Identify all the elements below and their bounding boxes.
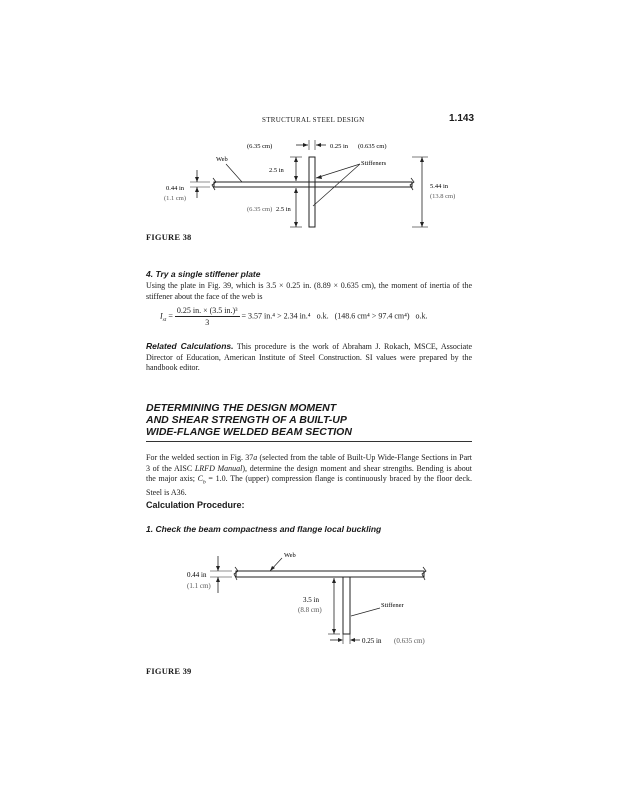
section-para-fig-letter: a — [253, 453, 258, 462]
section-para-part-1: For the welded section in Fig. 37 — [146, 453, 254, 462]
related-calculations — [146, 341, 472, 374]
fig39-web-plate — [236, 571, 424, 577]
fig38-label-lower-dim-cm: (6.35 cm) — [247, 206, 273, 213]
fig39-label-thickness-cm: (0.635 cm) — [394, 637, 425, 645]
figure-39-caption: FIGURE 39 — [146, 666, 192, 676]
eq-equals: = — [168, 311, 173, 321]
related-calculations-text: This procedure is the work of Abraham J. Rokach, MSCE, Associate Director of Education, American Institute of Steel Construction. SI values were prepared by the handbook editor. — [146, 342, 472, 372]
fig38-label-upper-height: 2.5 in — [269, 167, 284, 174]
eq-denominator: 3 — [205, 318, 210, 327]
fig38-label-thickness: 0.25 in — [330, 143, 349, 150]
section-title-line-2: AND SHEAR STRENGTH OF A BUILT-UP — [146, 414, 347, 426]
calculation-procedure-heading: Calculation Procedure: — [146, 500, 245, 510]
running-head: STRUCTURAL STEEL DESIGN — [262, 116, 365, 124]
section-para-cb-sub: b — [202, 479, 206, 486]
fig38-label-stiffeners: Stiffeners — [361, 160, 387, 167]
page-number: 1.143 — [449, 113, 475, 124]
figure-38-caption: FIGURE 38 — [146, 232, 192, 242]
step-4-heading: 4. Try a single stiffener plate — [146, 269, 261, 279]
step-4-paragraph: Using the plate in Fig. 39, which is 3.5 × 0.25 in. (8.89 × 0.635 cm), the moment of inertia of the stiffener about the face of the web is — [146, 281, 472, 301]
fig38-label-web: Web — [216, 156, 228, 163]
eq-numerator: 0.25 in. × (3.5 in.)³ — [176, 306, 238, 315]
section-paragraph — [146, 453, 472, 499]
figure-39-drawing — [170, 548, 470, 648]
fig38-label-lower-height: 2.5 in — [276, 206, 291, 213]
related-calculations-label: Related Calculations. — [146, 341, 234, 351]
fig39-label-depth-cm: (8.8 cm) — [298, 606, 322, 614]
fig39-label-web: Web — [284, 552, 296, 559]
figure-38 — [150, 128, 490, 236]
fig38-break-left — [212, 178, 216, 190]
section-para-part-3: ), determine the design moment and shear strengths. Bending is about the major axis; — [146, 463, 472, 483]
fig39-label-left-thickness: 0.44 in — [187, 571, 207, 579]
fig38-label-left-thickness-cm: (1.1 cm) — [164, 195, 187, 202]
section-para-manual: LRFD Manual — [194, 463, 243, 473]
section-title — [146, 402, 352, 438]
section-rule — [146, 441, 472, 442]
figure-39 — [170, 548, 470, 648]
fig38-label-thickness-cm: (0.635 cm) — [358, 143, 387, 150]
section-title-line-3: WIDE-FLANGE WELDED BEAM SECTION — [146, 426, 352, 438]
eq-lhs: I — [160, 311, 163, 321]
section-para-part-4: = 1.0. The (upper) compression flange is continuously braced by the floor deck. Steel is A36. — [146, 474, 472, 498]
fig38-stiffener-plate — [309, 157, 315, 227]
step-1-heading: 1. Check the beam compactness and flange local buckling — [146, 524, 382, 534]
stiffener-inertia-equation — [160, 306, 480, 327]
section-title-line-1: DETERMINING THE DESIGN MOMENT — [146, 402, 337, 414]
eq-lhs-sub: st — [162, 316, 167, 323]
fig38-label-right-height: 5.44 in — [430, 183, 449, 190]
fig38-label-right-height-cm: (13.8 cm) — [430, 193, 456, 200]
section-para-cb: C — [197, 474, 203, 483]
fig39-label-thickness: 0.25 in — [362, 637, 382, 645]
fig38-web-plate — [214, 182, 412, 187]
fig39-label-left-thickness-cm: (1.1 cm) — [187, 582, 211, 590]
figure-38-drawing — [150, 128, 490, 236]
eq-result: = 3.57 in.⁴ > 2.34 in.⁴ o.k. (148.6 cm⁴ > 97.4 cm⁴) o.k. — [241, 311, 428, 321]
fig39-label-stiffener: Stiffener — [381, 602, 404, 609]
fig38-label-left-thickness: 0.44 in — [166, 185, 185, 192]
fig39-label-depth: 3.5 in — [303, 596, 319, 604]
section-para-part-2: (selected from the table of Built-Up Wide-Flange Sections in Part 3 of the AISC — [146, 453, 473, 473]
eq-fraction — [175, 306, 240, 327]
fig39-stiffener-plate — [343, 577, 350, 634]
fig38-label-top-left-dim: (6.35 cm) — [247, 143, 273, 150]
